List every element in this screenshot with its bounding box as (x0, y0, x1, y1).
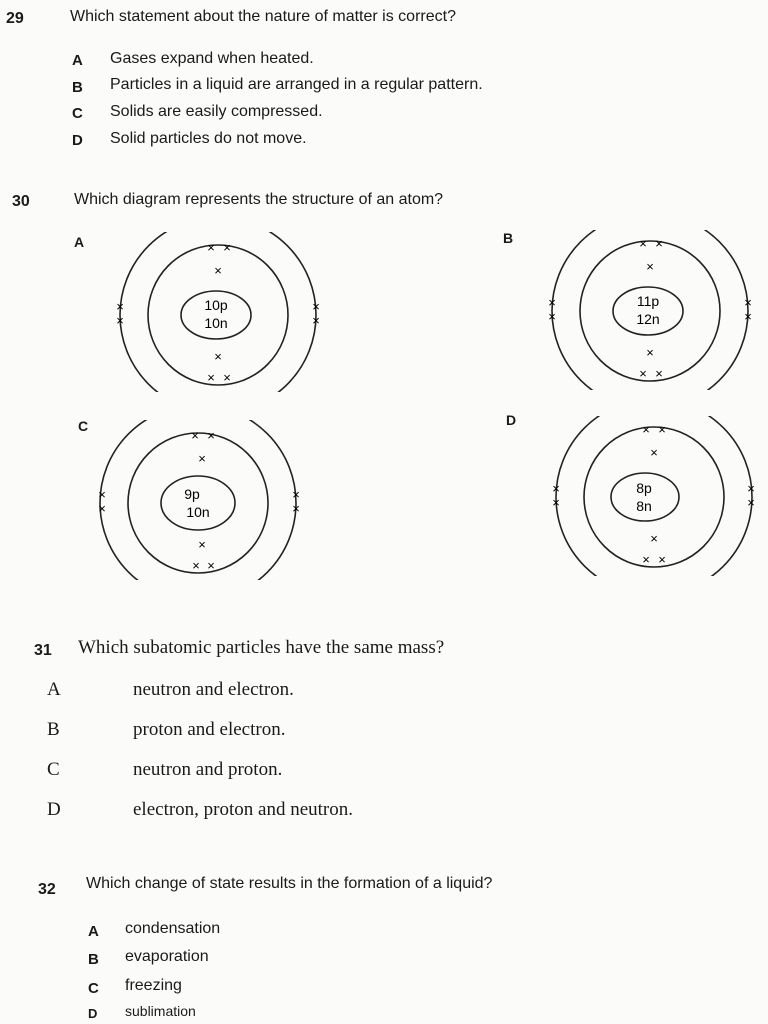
q32-option-a-letter: A (88, 923, 99, 940)
electron-mark: × (116, 299, 124, 314)
outer-shell (556, 416, 752, 576)
q29-option-c-text: Solids are easily compressed. (110, 103, 323, 120)
electron-mark: × (548, 295, 556, 310)
electron-mark: × (214, 349, 222, 364)
electron-mark: × (552, 495, 560, 510)
electron-mark: × (650, 531, 658, 546)
q29-option-d-letter: D (72, 132, 83, 149)
electron-mark: × (214, 263, 222, 278)
diagram-c-label: C (78, 418, 89, 434)
q32-option-b-letter: B (88, 951, 99, 968)
proton-count: 9p (184, 486, 200, 502)
question-31-number: 31 (34, 642, 52, 659)
electron-mark: × (207, 370, 215, 385)
question-30-text: Which diagram represents the structure of an atom? (74, 191, 444, 208)
electron-mark: × (312, 313, 320, 328)
electron-mark: × (655, 236, 663, 251)
electron-mark: × (646, 345, 654, 360)
q32-option-a-text: condensation (125, 920, 221, 937)
q32-option-d-text: sublimation (125, 1003, 196, 1019)
electron-mark: × (312, 299, 320, 314)
nucleus (161, 476, 235, 530)
electron-mark: × (639, 236, 647, 251)
neutron-count: 12n (636, 311, 660, 327)
electron-mark: × (548, 309, 556, 324)
electron-mark: × (747, 481, 755, 496)
electron-mark: × (639, 366, 647, 381)
proton-count: 10p (204, 297, 228, 313)
q29-option-a-text: Gases expand when heated. (110, 50, 314, 67)
outer-shell (552, 230, 748, 390)
electron-mark: × (207, 558, 215, 573)
q31-option-b-text: proton and electron. (133, 719, 286, 740)
electron-mark: × (116, 313, 124, 328)
question-30-number: 30 (12, 193, 30, 210)
electron-mark: × (658, 422, 666, 437)
electron-mark: × (223, 370, 231, 385)
q32-option-c-letter: C (88, 980, 99, 997)
electron-mark: × (198, 537, 206, 552)
q31-option-d-text: electron, proton and neutron. (133, 799, 354, 820)
proton-count: 11p (636, 293, 660, 309)
electron-mark: × (207, 240, 215, 255)
proton-count: 8p (636, 480, 652, 496)
q31-option-b-letter: B (47, 719, 60, 740)
electron-mark: × (646, 259, 654, 274)
q31-option-c-text: neutron and proton. (133, 759, 283, 780)
q32-option-b-text: evaporation (125, 948, 209, 965)
q29-option-a-letter: A (72, 52, 83, 69)
question-29-text: Which statement about the nature of matter is correct? (70, 8, 456, 25)
electron-mark: × (552, 481, 560, 496)
electron-mark: × (207, 428, 215, 443)
q31-option-d-letter: D (47, 799, 61, 820)
electron-mark: × (98, 487, 106, 502)
question-32-text: Which change of state results in the formation of a liquid? (86, 875, 493, 892)
electron-mark: × (198, 451, 206, 466)
electron-mark: × (98, 501, 106, 516)
q29-option-b-letter: B (72, 79, 83, 96)
electron-mark: × (223, 240, 231, 255)
q31-option-a-letter: A (47, 679, 61, 700)
q31-option-a-text: neutron and electron. (133, 679, 294, 700)
question-29-number: 29 (6, 10, 24, 27)
electron-mark: × (642, 552, 650, 567)
q32-option-d-letter: D (88, 1006, 98, 1021)
atom-diagram-c (90, 420, 310, 580)
electron-mark: × (744, 309, 752, 324)
neutron-count: 8n (636, 498, 652, 514)
diagram-d-label: D (506, 412, 517, 428)
atom-diagram-b (542, 230, 762, 390)
diagram-a-label: A (74, 234, 85, 250)
q29-option-d-text: Solid particles do not move. (110, 130, 307, 147)
electron-mark: × (655, 366, 663, 381)
q29-option-b-text: Particles in a liquid are arranged in a regular pattern. (110, 76, 483, 93)
q31-option-c-letter: C (47, 759, 60, 780)
electron-mark: × (292, 501, 300, 516)
atom-diagram-d (546, 416, 762, 576)
question-32-number: 32 (38, 881, 56, 898)
q29-option-c-letter: C (72, 105, 83, 122)
neutron-count: 10n (186, 504, 210, 520)
q32-option-c-text: freezing (125, 977, 182, 994)
electron-mark: × (747, 495, 755, 510)
electron-mark: × (642, 422, 650, 437)
neutron-count: 10n (204, 315, 228, 331)
question-31-text: Which subatomic particles have the same mass? (78, 637, 445, 658)
electron-mark: × (292, 487, 300, 502)
electron-mark: × (650, 445, 658, 460)
electron-mark: × (658, 552, 666, 567)
electron-mark: × (192, 558, 200, 573)
electron-mark: × (191, 428, 199, 443)
atom-diagram-a (110, 232, 330, 392)
diagram-b-label: B (503, 230, 514, 246)
electron-mark: × (744, 295, 752, 310)
